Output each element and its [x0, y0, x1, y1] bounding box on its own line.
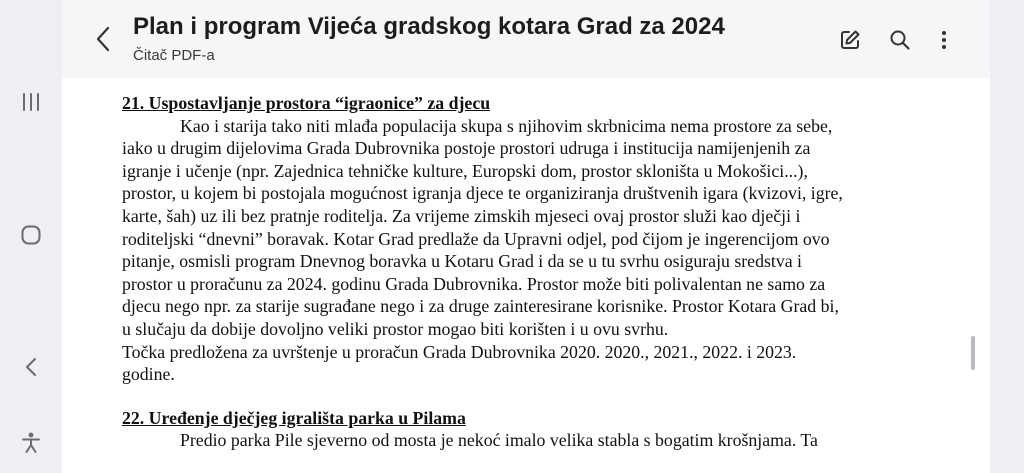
search-button[interactable]	[886, 26, 914, 54]
back-icon[interactable]	[15, 351, 47, 383]
recent-apps-icon[interactable]	[15, 86, 47, 118]
section-heading: 21. Uspostavljanje prostora “igraonice” za djecu	[122, 93, 491, 113]
text-line: iako u drugim dijelovima Grada Dubrovnika postoje prostori udruga i institucija namijenjenih za	[122, 138, 811, 159]
document-title: Plan i program Vijeća gradskog kotara Grad za 2024	[133, 13, 725, 40]
text-line: igranje i učenje (npr. Zajednica tehničke kulture, Europski dom, prostor skloništa u Mokošici...),	[122, 160, 808, 181]
page-content	[122, 92, 962, 452]
more-vertical-icon	[932, 28, 956, 52]
chevron-left-icon	[95, 26, 111, 52]
scrollbar-thumb[interactable]	[971, 336, 975, 370]
navigation-rail	[0, 0, 62, 473]
text-line: godine.	[122, 364, 175, 385]
text-line: prostor u proračunu za 2024. godinu Grada Dubrovnika. Prostor može biti polivalentan ne samo za	[122, 273, 826, 294]
edit-icon	[838, 28, 862, 52]
edit-button[interactable]	[836, 26, 864, 54]
pdf-reader-app	[62, 0, 990, 473]
app-subtitle: Čitač PDF-a	[133, 47, 215, 64]
home-icon[interactable]	[15, 219, 47, 251]
text-line: prostor, u kojem bi postojala mogućnost igranja djece te organiziranja društvenih igara (kvizovi, igre,	[122, 183, 843, 204]
section-heading: 22. Uređenje dječjeg igrališta parka u Pilama	[122, 407, 466, 428]
text-line: pitanje, osmisli program Dnevnog boravka u Kotaru Grad i da se u tu svrhu osiguraju sredstva i	[122, 251, 802, 272]
text-line: roditeljski “dnevni” boravak. Kotar Grad predlaže da Upravni odjel, pod čijom je ingerencijom ovo	[122, 228, 830, 249]
more-options-button[interactable]	[930, 26, 958, 54]
text-line: u slučaju da dobije dovoljno veliki prostor mogao biti korišten i u ovu svrhu.	[122, 318, 669, 339]
text-line: karte, šah) uz ili bez pratnje roditelja. Za vrijeme zimskih mjeseci ovaj prostor služi kao dječji i	[122, 205, 801, 226]
back-button[interactable]	[88, 24, 118, 54]
paragraph-gap	[122, 386, 962, 407]
pdf-page[interactable]	[62, 78, 990, 473]
app-header	[62, 0, 990, 78]
text-line: Kao i starija tako niti mlađa populacija skupa s njihovim skrbnicima nema prostore za sebe,	[180, 115, 833, 136]
search-icon	[888, 28, 912, 52]
text-line: Predio parka Pile sjeverno od mosta je nekoć imalo velika stabla s bogatim krošnjama. Ta	[180, 430, 818, 451]
right-margin	[990, 0, 1024, 473]
text-line: Točka predložena za uvrštenje u proračun Grada Dubrovnika 2020. 2020., 2021., 2022. i 2023.	[122, 341, 797, 362]
accessibility-icon[interactable]	[15, 427, 47, 459]
text-line: djecu nego npr. za starije sugrađane nego i za druge zainteresirane korisnike. Prostor Kotara Grad bi,	[122, 296, 839, 317]
